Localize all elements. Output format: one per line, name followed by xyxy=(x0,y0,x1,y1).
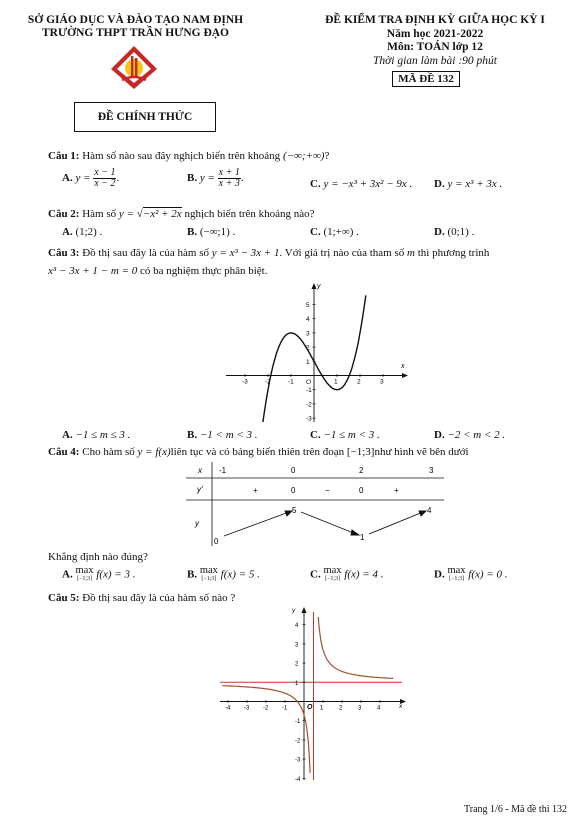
graph1-y-tick: 2 xyxy=(306,344,310,352)
graph2-x-label: x xyxy=(399,703,403,710)
graph2-y-tick: 3 xyxy=(295,642,299,649)
graph2-curve-right xyxy=(318,617,393,678)
q3-option-d[interactable]: D. −2 < m < 2 . xyxy=(434,429,506,441)
table-row-x: x xyxy=(198,466,202,475)
graph2-y-tick: -2 xyxy=(295,738,301,745)
graph2-x-tick: 4 xyxy=(377,705,381,712)
exam-title: ĐỀ KIỂM TRA ĐỊNH KỲ GIỮA HỌC KỲ I xyxy=(325,14,545,26)
graph1-axes xyxy=(226,283,408,422)
subject: Môn: TOÁN lớp 12 xyxy=(387,41,483,53)
q1-option-a[interactable]: A. y = $\frac{x - 1}{x - 2}$ . xyxy=(62,167,120,189)
table-y-value: 4 xyxy=(427,506,432,515)
table-x-value: 2 xyxy=(359,466,364,475)
table-row-y: y xyxy=(195,519,199,528)
graph2-x-tick: 3 xyxy=(358,705,362,712)
graph2-y-tick: -3 xyxy=(295,757,301,764)
header-right xyxy=(300,14,570,68)
graph2-x-tick: -1 xyxy=(282,705,288,712)
q4-option-d[interactable]: D. max [−1;3] f(x) = 0 . xyxy=(434,565,508,582)
q4-variation-table xyxy=(186,460,446,548)
graph1-y-label: y xyxy=(317,283,321,290)
dept-name: SỞ GIÁO DỤC VÀ ĐÀO TẠO NAM ĐỊNH xyxy=(27,14,244,26)
header-left xyxy=(8,14,263,40)
graph2-y-tick: -4 xyxy=(295,776,301,782)
school-name: TRƯỜNG THPT TRẦN HƯNG ĐẠO xyxy=(42,27,229,39)
q5-stem: Câu 5: Đồ thị sau đây là của hàm số nào ? xyxy=(48,592,236,604)
q3-stem-line2: x³ − 3x + 1 − m = 0 có ba nghiệm thực phân biệt. xyxy=(48,265,268,277)
q1-option-d[interactable]: D. y = x³ + 3x . xyxy=(434,178,503,190)
graph2-x-tick: -4 xyxy=(225,705,231,712)
graph1-y-tick: -1 xyxy=(306,387,312,395)
q1-option-c[interactable]: C. y = −x³ + 3x² − 9x . xyxy=(310,178,413,190)
graph2-origin: O xyxy=(307,704,313,711)
q4-stem: Câu 4: Cho hàm số y = f(x)liên tục và có bảng biến thiên trên đoạn [−1;3]như hình vẽ bên dưới xyxy=(48,446,469,458)
table-yprime-value: − xyxy=(325,486,330,495)
table-arrows xyxy=(224,511,426,536)
graph2-y-label: y xyxy=(292,607,296,614)
graph2-x-tick: 2 xyxy=(339,705,343,712)
table-x-value: 0 xyxy=(291,466,296,475)
graph2-ticks xyxy=(225,623,381,782)
table-x-values xyxy=(219,466,434,475)
table-x-value: 3 xyxy=(429,466,434,475)
q1-b-fraction: $\frac{x + 1}{x + 3}$ xyxy=(218,167,240,189)
q4-option-b[interactable]: B. max [−1;3] f(x) = 5 . xyxy=(187,565,260,582)
q3-stem: Câu 3: Đồ thị sau đây là của hàm số y = x³ − 3x + 1. Với giá trị nào của tham số m thì phương trình xyxy=(48,247,490,259)
graph2-y-tick: -1 xyxy=(295,719,301,726)
q4-option-a[interactable]: A. max [−1;3] f(x) = 3 . xyxy=(62,565,136,582)
table-y-value: 1 xyxy=(360,533,365,542)
school-year: Năm học 2021-2022 xyxy=(386,27,484,40)
graph1-y-tick: -3 xyxy=(306,415,312,423)
table-yprime-value: 0 xyxy=(291,486,296,495)
table-y-values xyxy=(214,506,432,546)
table-y-value: 5 xyxy=(292,506,297,515)
official-badge: ĐỀ CHÍNH THỨC xyxy=(74,102,216,132)
table-yprime-value: + xyxy=(394,486,399,495)
table-y-value: 0 xyxy=(214,537,219,546)
page-footer: Trang 1/6 - Mã đề thi 132 xyxy=(464,804,567,815)
q4-option-c[interactable]: C. max [−1;3] f(x) = 4 . xyxy=(310,565,384,582)
table-yprime-value: + xyxy=(253,486,258,495)
q2-option-a[interactable]: A. (1;2) . xyxy=(62,226,103,238)
table-x-value: -1 xyxy=(219,466,227,475)
school-emblem-icon xyxy=(109,44,159,90)
q2-option-c[interactable]: C. (1;+∞) . xyxy=(310,226,359,238)
sqrt-sign: √ xyxy=(136,208,143,220)
q3-graph xyxy=(222,280,412,426)
graph2-y-tick: 1 xyxy=(295,680,299,687)
q2-option-b[interactable]: B. (−∞;1) . xyxy=(187,226,236,238)
q3-option-b[interactable]: B. −1 < m < 3 . xyxy=(187,429,258,441)
graph2-x-tick: -2 xyxy=(263,705,269,712)
q4-question: Khẳng định nào đúng? xyxy=(48,551,148,563)
q1-option-b[interactable]: B. y = $\frac{x + 1}{x + 3}$ . xyxy=(187,167,244,189)
table-yprime-value: 0 xyxy=(359,486,364,495)
q2-stem: Câu 2: Hàm số y = √−x² + 2x nghịch biến trên khoảng nào? xyxy=(48,208,315,220)
exam-time: Thời gian làm bài :90 phút xyxy=(372,54,498,67)
exam-code: MÃ ĐỀ 132 xyxy=(392,71,460,87)
q1-stem: Câu 1: Hàm số nào sau đây nghịch biến trên khoảng (−∞;+∞)? xyxy=(48,150,330,162)
graph2-y-tick: 2 xyxy=(295,661,299,668)
q5-graph xyxy=(216,604,410,782)
graph1-x-tick: -1 xyxy=(288,378,294,386)
graph1-x-tick: 3 xyxy=(380,378,384,386)
graph2-x-tick: 1 xyxy=(320,705,324,712)
q3-option-c[interactable]: C. −1 ≤ m < 3 . xyxy=(310,429,380,441)
graph2-asymptotes xyxy=(220,612,402,780)
graph2-x-tick: -3 xyxy=(244,705,250,712)
graph1-x-tick: -2 xyxy=(265,378,271,386)
graph2-y-tick: 4 xyxy=(295,623,299,630)
graph1-y-tick: 4 xyxy=(306,316,310,324)
graph1-x-tick: -3 xyxy=(242,378,248,386)
table-row-yprime: y' xyxy=(197,485,203,494)
q2-option-d[interactable]: D. (0;1) . xyxy=(434,226,475,238)
graph1-y-tick: 3 xyxy=(306,330,310,338)
graph1-y-tick: -2 xyxy=(306,401,312,409)
q1-a-fraction: $\frac{x - 1}{x - 2}$ xyxy=(94,167,116,189)
graph1-y-tick: 5 xyxy=(306,302,310,309)
table-yprime-values xyxy=(253,486,399,495)
graph1-x-tick: 1 xyxy=(334,378,338,386)
graph1-origin: O xyxy=(306,379,312,386)
q3-option-a[interactable]: A. −1 ≤ m ≤ 3 . xyxy=(62,429,131,441)
graph1-x-tick: 2 xyxy=(357,378,361,386)
graph1-y-tick: 1 xyxy=(306,358,310,366)
graph1-x-label: x xyxy=(401,363,405,370)
